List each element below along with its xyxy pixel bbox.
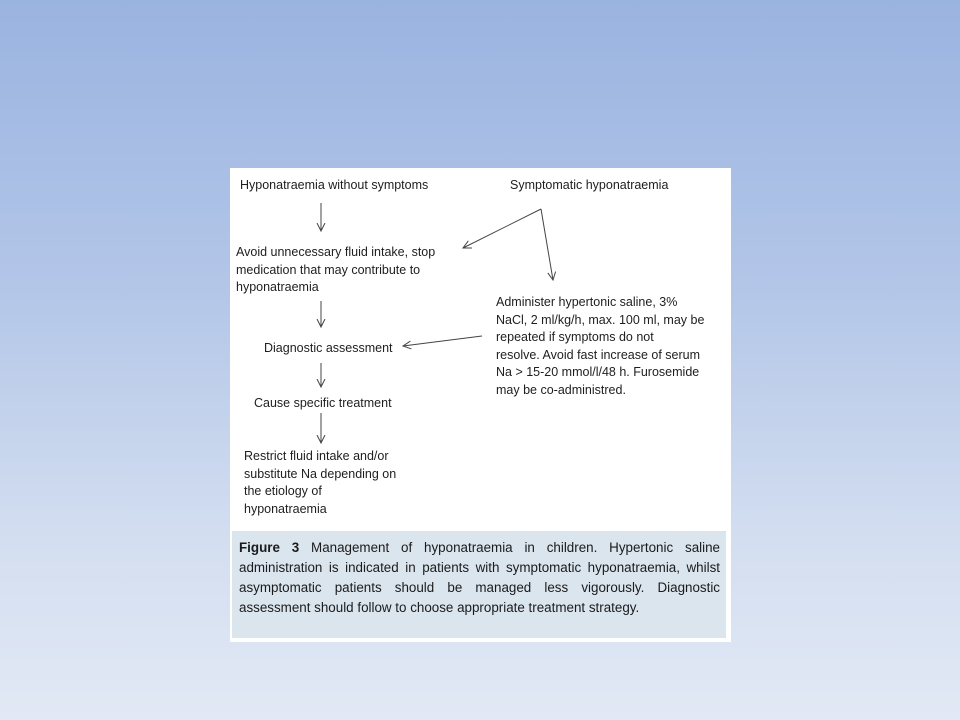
arrow-symptomatic-to-hypertonic bbox=[541, 209, 553, 280]
node-diagnostic-assessment: Diagnostic assessment bbox=[264, 341, 393, 355]
arrow-hypertonic-to-diagnostic bbox=[403, 336, 482, 346]
caption-label: Figure 3 bbox=[239, 540, 300, 555]
node-hyponatraemia-without-symptoms: Hyponatraemia without symptoms bbox=[240, 178, 429, 192]
node-avoid-fluid-intake: Avoid unnecessary fluid intake, stop medication that may contribute to hyponatraemia bbox=[236, 245, 436, 294]
figure-panel bbox=[230, 168, 731, 642]
node-cause-specific-treatment: Cause specific treatment bbox=[254, 396, 392, 410]
caption-text: Management of hyponatraemia in children. Hypertonic saline administration is indicated in patients with symptomatic hyponatraemia, whilst asymptomatic patients should be managed less vigorously. Diagnostic assessment should follow to choose appropriate treatment strategy. bbox=[239, 540, 720, 615]
arrow-symptomatic-to-avoid bbox=[463, 209, 541, 248]
node-symptomatic-hyponatraemia: Symptomatic hyponatraemia bbox=[510, 178, 669, 192]
figure-caption-box bbox=[232, 531, 726, 638]
node-administer-hypertonic-saline: Administer hypertonic saline, 3% NaCl, 2 ml/kg/h, max. 100 ml, may be repeated if symptoms do not resolve. Avoid fast increase of serum Na > 15-20 mmol/l/48 h. Furosemide may be co-administred. bbox=[496, 295, 705, 397]
figure-caption bbox=[239, 538, 720, 618]
node-restrict-fluid-intake: Restrict fluid intake and/or substitute Na depending on the etiology of hyponatraemia bbox=[244, 449, 397, 516]
